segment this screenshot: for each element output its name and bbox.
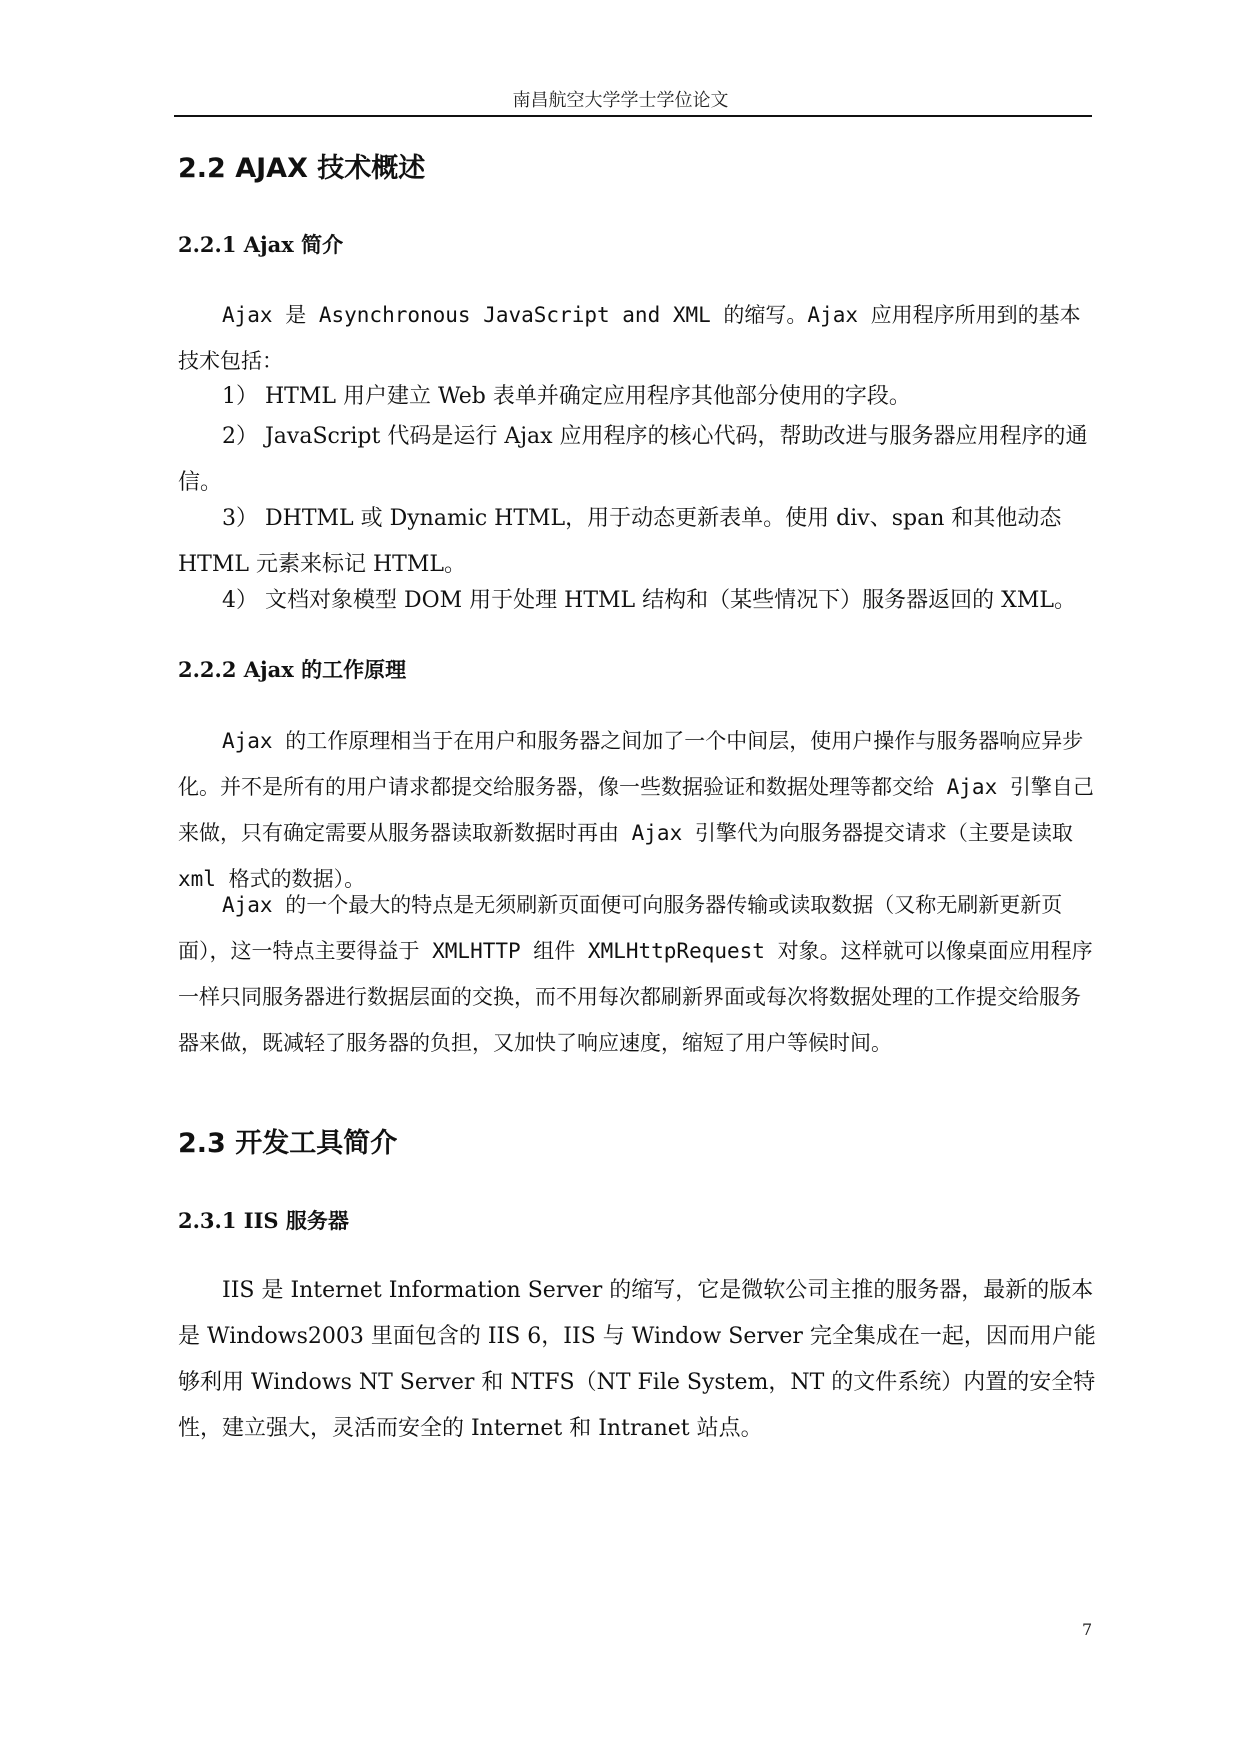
page-number: 7 xyxy=(1082,1620,1093,1639)
list-item-2: 2） JavaScript 代码是运行 Ajax 应用程序的核心代码，帮助改进与服务器应用程序的通信。 xyxy=(178,424,1088,495)
intro-paragraph: Ajax 是 Asynchronous JavaScript and XML 的缩写。Ajax 应用程序所用到的基本技术包括： xyxy=(178,303,1081,373)
header-divider xyxy=(174,115,1092,117)
list-item-1: 1） HTML 用户建立 Web 表单并确定应用程序其他部分使用的字段。 xyxy=(222,384,911,409)
paragraph-working-principle: Ajax 的工作原理相当于在用户和服务器之间加了一个中间层，使用户操作与服务器响应异步化。并不是所有的用户请求都提交给服务器，像一些数据验证和数据处理等都交给 Ajax 引擎自己来做，只有确定需要从服务器读取新数据时再由 Ajax 引擎代为向服务器提交请求（主要是读取 xml 格式的数据）。 xyxy=(178,729,1094,891)
subsection-heading-2-3-1: 2.3.1 IIS 服务器 xyxy=(178,1208,349,1233)
subsection-heading-2-2-1: 2.2.1 Ajax 简介 xyxy=(178,232,344,257)
section-heading-2-3: 2.3 开发工具简介 xyxy=(178,1128,398,1159)
section-heading-2-2: 2.2 AJAX 技术概述 xyxy=(178,153,426,184)
list-item-3: 3） DHTML 或 Dynamic HTML，用于动态更新表单。使用 div、span 和其他动态 HTML 元素来标记 HTML。 xyxy=(178,506,1062,577)
running-header: 南昌航空大学学士学位论文 xyxy=(512,90,729,111)
paragraph-ajax-feature: Ajax 的一个最大的特点是无须刷新页面便可向服务器传输或读取数据（又称无刷新更新页面），这一特点主要得益于 XMLHTTP 组件 XMLHttpRequest 对象。这样就可以像桌面应用程序一样只同服务器进行数据层面的交换，而不用每次都刷新界面或每次将数据处理的工作提交给服务器来做，既减轻了服务器的负担，又加快了响应速度，缩短了用户等候时间。 xyxy=(178,893,1093,1055)
paragraph-iis: IIS 是 Internet Information Server 的缩写，它是微软公司主推的服务器，最新的版本是 Windows2003 里面包含的 IIS 6，IIS 与 Window Server 完全集成在一起，因而用户能够利用 Windows NT Server 和 NTFS（NT File System，NT 的文件系统）内置的安全特性，建立强大，灵活而安全的 Internet 和 Intranet 站点。 xyxy=(178,1278,1096,1441)
subsection-heading-2-2-2: 2.2.2 Ajax 的工作原理 xyxy=(178,657,407,682)
list-item-4: 4） 文档对象模型 DOM 用于处理 HTML 结构和（某些情况下）服务器返回的 XML。 xyxy=(222,588,1076,613)
